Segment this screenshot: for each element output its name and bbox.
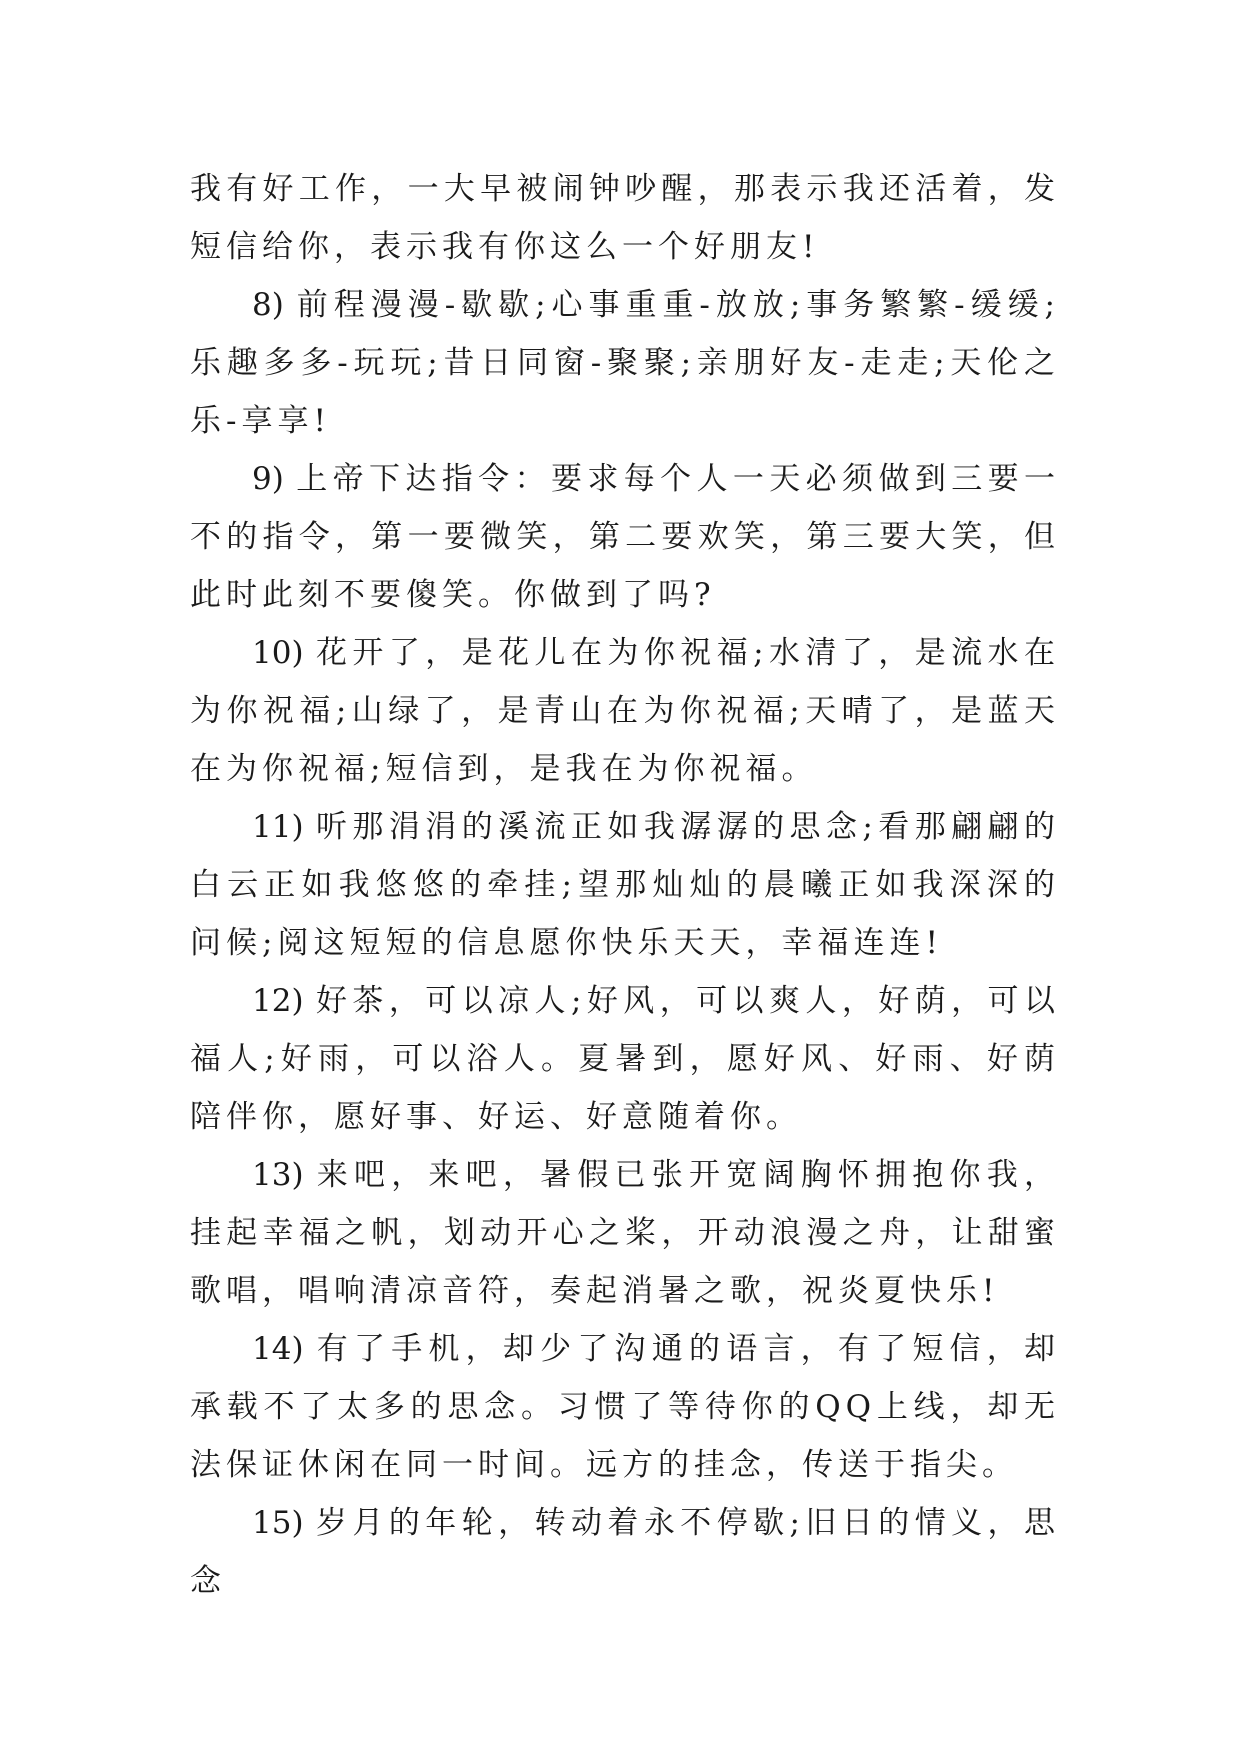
paragraph-number: 13) (252, 1157, 304, 1193)
paragraph-7-continued (190, 160, 1060, 276)
paragraph-15 (190, 1494, 1060, 1610)
paragraph-10 (190, 624, 1060, 798)
paragraph-11 (190, 798, 1060, 972)
paragraph-number: 8) (252, 287, 284, 323)
paragraph-14 (190, 1320, 1060, 1494)
document-body (190, 160, 1060, 1610)
paragraph-text: 岁月的年轮，转动着永不停歇;旧日的情义，思念 (190, 1505, 1060, 1599)
paragraph-9 (190, 450, 1060, 624)
paragraph-text: 花开了，是花儿在为你祝福;水清了，是流水在为你祝福;山绿了，是青山在为你祝福;天晴了，是蓝天在为你祝福;短信到，是我在为你祝福。 (190, 635, 1060, 787)
paragraph-text: 有了手机，却少了沟通的语言，有了短信，却承载不了太多的思念。习惯了等待你的QQ上线，却无法保证休闲在同一时间。远方的挂念，传送于指尖。 (190, 1331, 1060, 1483)
paragraph-number: 15) (252, 1505, 304, 1541)
paragraph-text: 来吧，来吧，暑假已张开宽阔胸怀拥抱你我，挂起幸福之帆，划动开心之桨，开动浪漫之舟，让甜蜜歌唱，唱响清凉音符，奏起消暑之歌，祝炎夏快乐! (190, 1157, 1060, 1309)
paragraph-text: 好茶，可以凉人;好风，可以爽人，好荫，可以福人;好雨，可以浴人。夏暑到，愿好风、好雨、好荫陪伴你，愿好事、好运、好意随着你。 (190, 983, 1060, 1135)
paragraph-number: 9) (252, 461, 284, 497)
paragraph-13 (190, 1146, 1060, 1320)
paragraph-number: 11) (252, 809, 304, 845)
paragraph-text: 我有好工作，一大早被闹钟吵醒，那表示我还活着，发短信给你，表示我有你这么一个好朋友! (190, 171, 1060, 265)
paragraph-number: 14) (252, 1331, 304, 1367)
paragraph-12 (190, 972, 1060, 1146)
paragraph-number: 12) (252, 983, 304, 1019)
paragraph-text: 听那涓涓的溪流正如我潺潺的思念;看那翩翩的白云正如我悠悠的牵挂;望那灿灿的晨曦正如我深深的问候;阅这短短的信息愿你快乐天天，幸福连连! (190, 809, 1060, 961)
paragraph-text: 前程漫漫-歇歇;心事重重-放放;事务繁繁-缓缓;乐趣多多-玩玩;昔日同窗-聚聚;亲朋好友-走走;天伦之乐-享享! (190, 287, 1060, 439)
paragraph-number: 10) (252, 635, 304, 671)
paragraph-8 (190, 276, 1060, 450)
paragraph-text: 上帝下达指令：要求每个人一天必须做到三要一不的指令，第一要微笑，第二要欢笑，第三要大笑，但此时此刻不要傻笑。你做到了吗? (190, 461, 1060, 613)
